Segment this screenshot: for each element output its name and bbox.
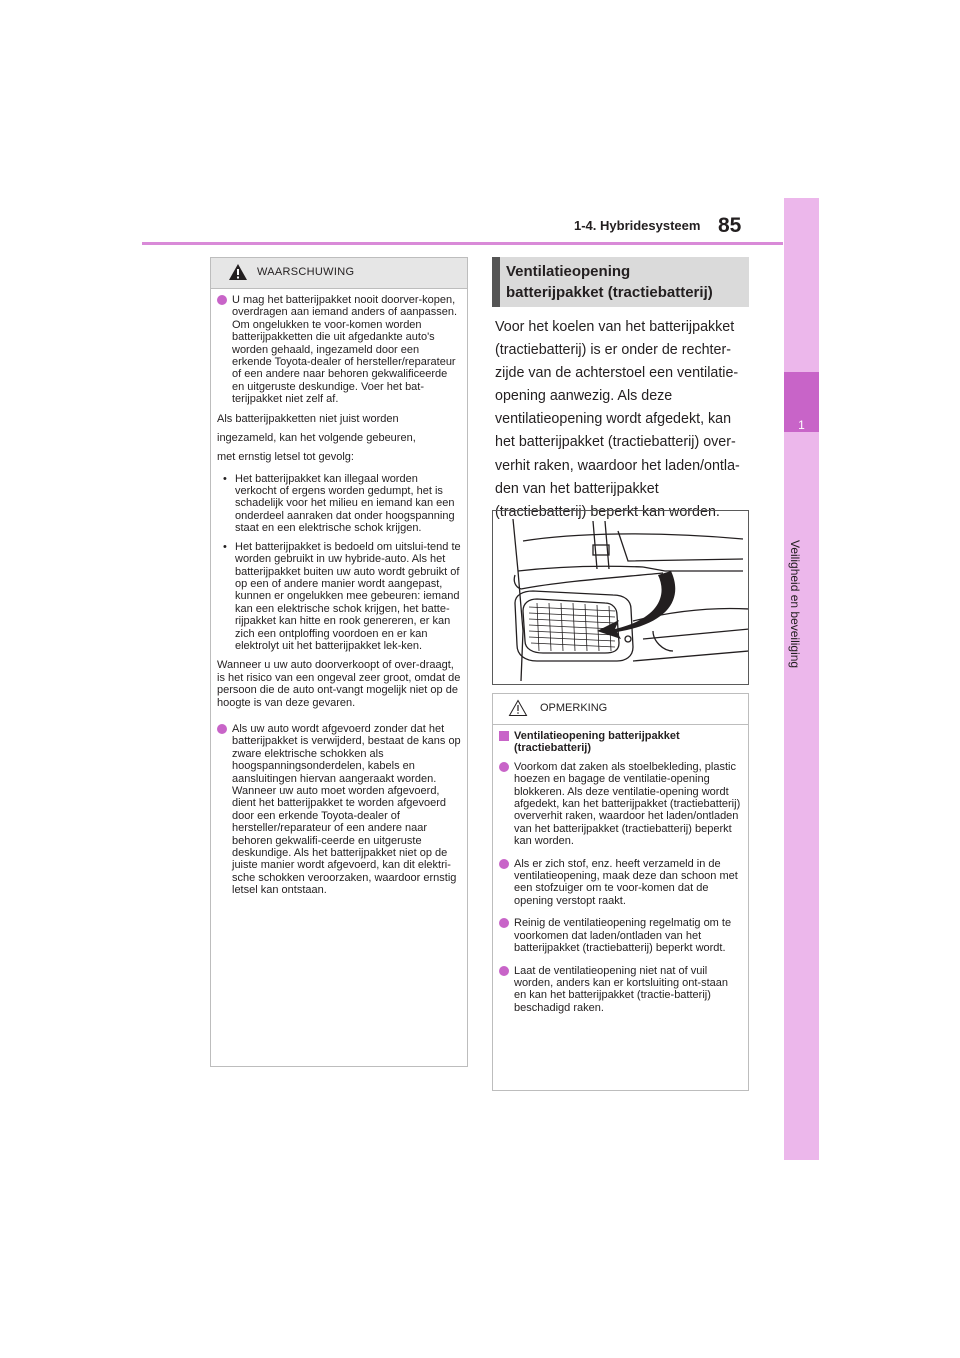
note-subheading-text: Ventilatieopening batterijpakket (tractiebatterij) xyxy=(514,730,680,755)
sub-item-text: Het batterijpakket is bedoeld om uitslui-tend te worden gebruikt in uw hybride-auto. Als het batterijpakket buiten uw auto wordt gebruikt of op een of andere manier wordt aangepast, kunnen er ongelukken mee gebeuren: iemand kan een elektrische schok krijgen, het batte-rijpakket kan hitte en rook genereren, er kan zich een ontploffing voordoen en er kan elektrolyt uit het batterijpakket lek-ken. xyxy=(235,540,461,652)
square-bullet-icon xyxy=(499,731,509,741)
warning-body xyxy=(211,289,467,897)
plain-line: Als batterijpakketten niet juist worden xyxy=(217,412,399,425)
note-bullet xyxy=(499,917,742,954)
note-header xyxy=(493,694,748,725)
intro-paragraph: Voor het koelen van het batterijpakket (tractiebatterij) is er onder de rechter-zijde van de achterstoel een ventilatie-opening aanwezig. Als deze ventilatieopening wordt afgedekt, kan het batterijpakket (tractiebatterij) over-verhit raken, waardoor het laden/ontla-den van het batterijpakket (tractiebatterij) beperkt kan worden. xyxy=(495,319,740,520)
warning-header xyxy=(211,258,467,289)
bullet-dot-icon xyxy=(499,918,509,928)
note-bullet-text: Als er zich stof, enz. heeft verzameld in de ventilatieopening, maak deze dan schoon met een stofzuiger om te voor-komen dat de opening verstopt raakt. xyxy=(514,857,738,907)
sub-item-text: Het batterijpakket kan illegaal worden verkocht of ergens worden gedumpt, het is schadelijk voor het milieu en iemand kan een onderdeel aanraken dat onder hoogspanning staat en een elektrische schok krijgen. xyxy=(235,472,455,535)
plain-line: ingezameld, kan het volgende gebeuren, xyxy=(217,431,416,444)
warning-paragraph: Wanneer u uw auto doorverkoopt of over-draagt, is het risico van een ongeval zeer groot, omdat de persoon die de auto ont-vangt mogelijk niet op de hoogte is van deze gevaren. xyxy=(217,659,461,709)
page-number: 85 xyxy=(718,214,742,237)
bullet-dot-icon xyxy=(499,762,509,772)
caution-triangle-icon xyxy=(508,699,528,717)
heading-line: batterijpakket (tractiebatterij) xyxy=(506,284,713,301)
note-bullet-text: Voorkom dat zaken als stoelbekleding, plastic hoezen en bagage de ventilatie-opening blokkeren. Als deze ventilatie-opening wordt afgedekt, kan het batterijpakket (tractiebatterij) oververhit raken, waardoor het laden/ontladen van het batterijpakket (tractiebatterij) beperkt kan worden. xyxy=(514,760,741,848)
warning-box xyxy=(210,257,468,1067)
section-heading xyxy=(492,257,749,307)
warning-title: WAARSCHUWING xyxy=(257,266,355,278)
warning-bullet xyxy=(217,723,461,897)
plain-line: met ernstig letsel tot gevolg: xyxy=(217,450,354,463)
note-bullet-text: Laat de ventilatieopening niet nat of vuil worden, anders kan er kortsluiting ont-staan en kan het batterijpakket (tractie-batterij) beschadigd raken. xyxy=(514,964,729,1014)
sub-bullet-marker: • xyxy=(223,472,227,485)
warning-triangle-icon xyxy=(228,263,248,281)
note-body xyxy=(493,725,748,1014)
note-box xyxy=(492,693,749,1091)
bullet-dot-icon xyxy=(217,295,227,305)
note-subheading xyxy=(499,730,742,755)
bullet-dot-icon xyxy=(217,724,227,734)
note-title: OPMERKING xyxy=(540,702,608,714)
warning-bullet xyxy=(217,294,461,406)
section-title: 1-4. Hybridesysteem xyxy=(574,218,701,233)
warning-plain-text xyxy=(217,410,461,467)
note-bullet-text: Reinig de ventilatieopening regelmatig om te voorkomen dat laden/ontladen van het batterijpakket (tractiebatterij) beperkt wordt. xyxy=(514,917,732,955)
warning-bullet-text: Als uw auto wordt afgevoerd zonder dat het batterijpakket is verwijderd, bestaat de kans op zware elektrische schokken als hoogspanningsonderdelen, kabels en aansluitingen hiervan aangeraakt worden. Wanneer uw auto moet worden afgevoerd, dient het batterijpakket te worden afgevoerd door een erkende Toyota-dealer of hersteller/reparateur of een andere naar behoren gekwalifi-ceerde en uitgeruste deskundige. Als het batterijpakket niet op de juiste manier wordt afgevoerd, kan dit elektri-sche schokken veroorzaken, waardoor ernstig letsel kan ontstaan. xyxy=(232,722,461,897)
chapter-title: Veiligheid en beveiliging xyxy=(788,540,802,669)
chapter-side-tab xyxy=(784,198,819,1160)
bullet-dot-icon xyxy=(499,966,509,976)
note-bullet xyxy=(499,761,742,848)
heading-line: Ventilatieopening xyxy=(506,263,631,280)
header-divider xyxy=(142,242,783,245)
vent-illustration xyxy=(492,510,749,685)
warning-sub-item xyxy=(217,541,461,653)
warning-sub-item xyxy=(217,473,461,535)
rear-seat-vent-drawing xyxy=(493,511,749,685)
note-bullet xyxy=(499,858,742,908)
sub-bullet-marker: • xyxy=(223,540,227,553)
warning-bullet-text: U mag het batterijpakket nooit doorver-kopen, overdragen aan iemand anders of aanpassen. Om ongelukken te voor-komen worden batterijpakketten die uit afgedankte auto's worden gehaald, ingezameld door een erkende Toyota-dealer of hersteller/reparateur of een andere naar behoren gekwalificeerde en uitgeruste deskundige. Voer het bat-terijpakket niet zelf af. xyxy=(232,294,458,406)
chapter-number: 1 xyxy=(798,418,805,432)
note-bullet xyxy=(499,965,742,1015)
bullet-dot-icon xyxy=(499,859,509,869)
